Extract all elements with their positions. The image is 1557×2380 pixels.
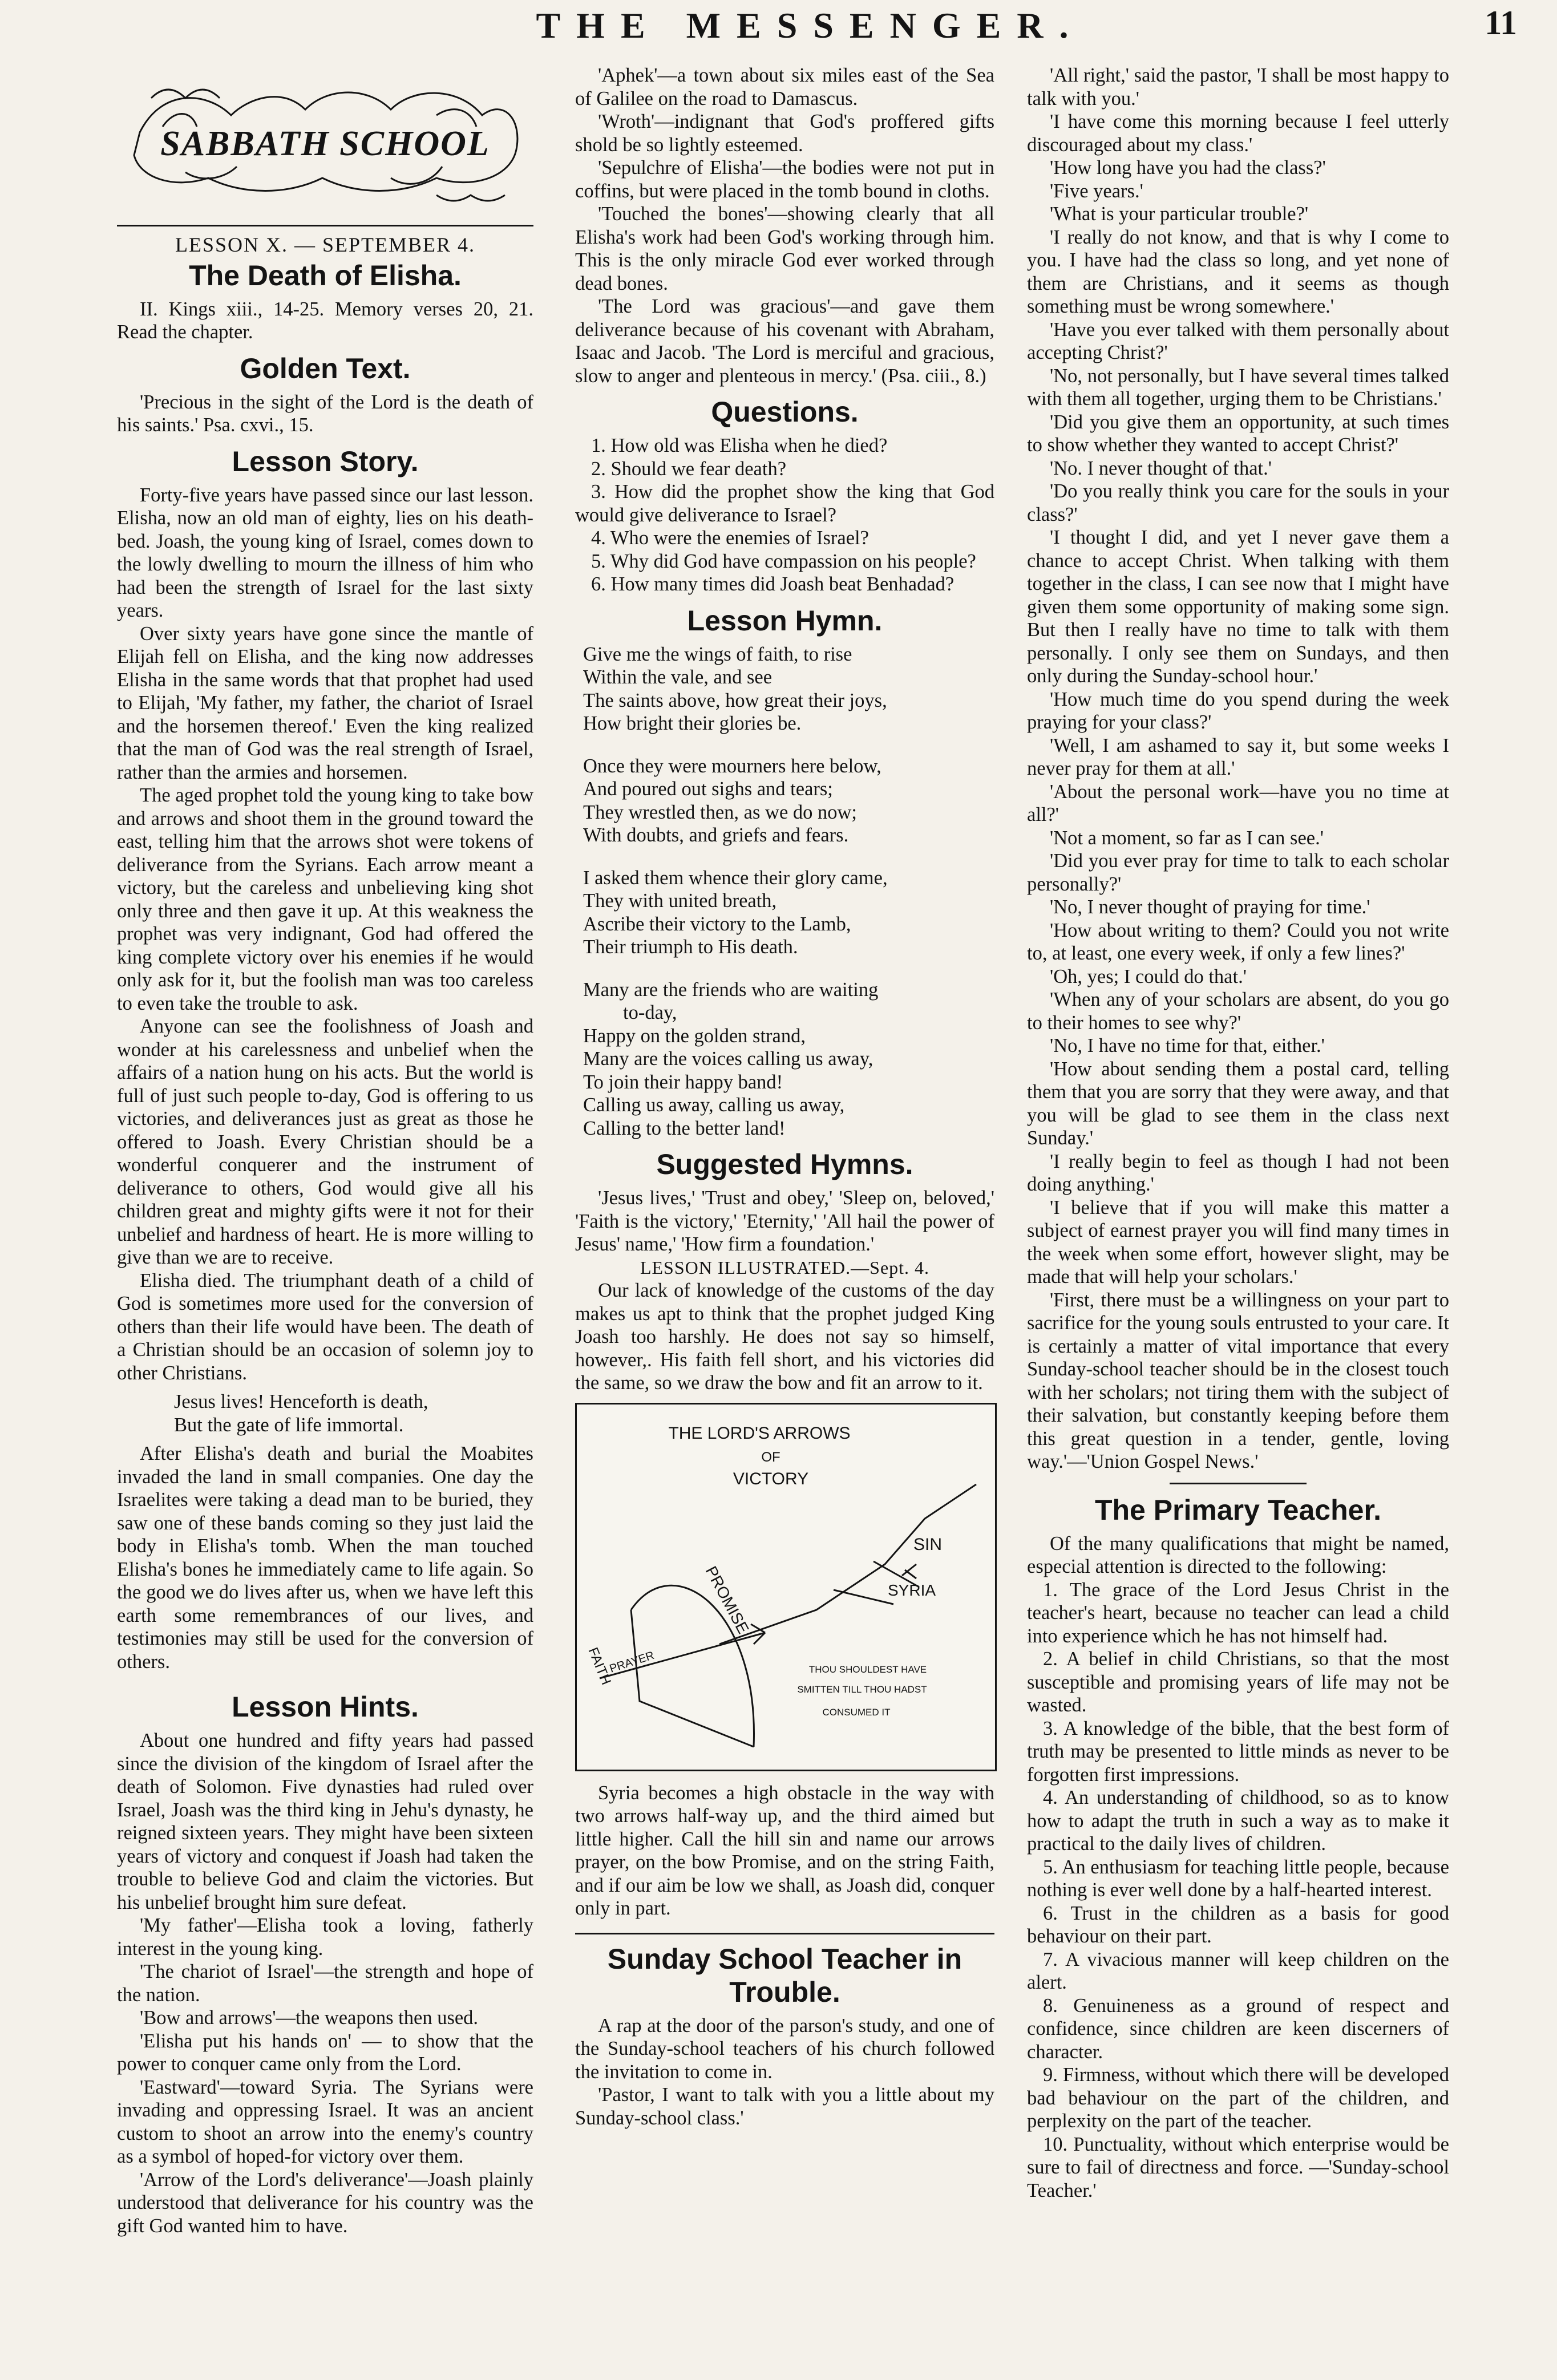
hymn-line: They wrestled then, as we do now;: [583, 801, 858, 823]
illustrated-paragraph: Syria becomes a high obstacle in the way with two arrows half-way up, and the third aimed but little higher. Call the hill sin and name our arrows prayer, on the bow Promise, and on the string Faith, and if our aim be low we shall, as Joash did, conquer only in part.: [575, 1782, 994, 1919]
primary-intro: Of the many qualifications that might be named, especial attention is directed to the following:: [1027, 1532, 1449, 1577]
trouble-paragraph: 'I really do not know, and that is why I come to you. I have had the class so long, and yet none of them are Christians, and it seems as though something must be wrong somewhere.': [1027, 226, 1449, 317]
question-item: 6. How many times did Joash beat Benhadad?: [591, 573, 955, 595]
trouble-paragraph: 'Five years.': [1050, 180, 1143, 202]
story-paragraph: Anyone can see the foolishness of Joash and wonder at his carelessness and unbelief when the affairs of a nation hung on his acts. But the world is full of just such people to-day, God is offering to us victories, and deliverances just as great as those he offered to Joash. Every Christian should be a wonderful conquerer and the instrument of deliverance to others, God would give all his children great and mighty gifts were it not for their unbelief and hardness of heart. He is more willing to give than we are to receive.: [117, 1015, 533, 1268]
primary-item: 2. A belief in child Christians, so that the most susceptible and promising years of life may not be wasted.: [1027, 1648, 1449, 1716]
hint-paragraph: 'Elisha put his hands on' — to show that the power to conquer came only from the Lord.: [117, 2030, 533, 2075]
trouble-paragraph: 'I believe that if you will make this matter a subject of earnest prayer you will find many times in the week when some effort, however slight, may be made that will help your scholars.': [1027, 1196, 1449, 1288]
hymn-line: to-day,: [623, 1002, 677, 1023]
sketch-marker: [902, 1564, 916, 1578]
trouble-paragraph: A rap at the door of the parson's study, and one of the Sunday-school teachers of his church followed the invitation to come in.: [575, 2014, 994, 2083]
story-paragraph: After Elisha's death and burial the Moabites invaded the land in small companies. One day the Israelites were taking a dead man to be buried, they saw one of these bands coming so they just laid the body in Elisha's tomb. When the man touched Elisha's bones he immediately came to life again. So the good we do lives after us, when we have left this earth some remembrances of our lives, and testimonies may still be used for the conversion of others.: [117, 1443, 533, 1673]
illustrated-paragraph: Our lack of knowledge of the customs of the day makes us apt to think that the prophet judged King Joash too harshly. He does not say so himself, however,. His faith fell short, and his victories did the same, so we draw the bow and fit an arrow to it.: [575, 1280, 994, 1394]
sketch-title-3: VICTORY: [733, 1469, 809, 1488]
column-1: [117, 64, 533, 2237]
hint-paragraph: 'Aphek'—a town about six miles east of the Sea of Galilee on the road to Damascus.: [575, 64, 994, 110]
question-item: 2. Should we fear death?: [591, 458, 787, 480]
trouble-paragraph: 'Oh, yes; I could do that.': [1050, 965, 1247, 987]
lesson-number: LESSON X. — SEPTEMBER 4.: [175, 233, 476, 256]
hint-paragraph: 'Bow and arrows'—the weapons then used.: [140, 2007, 479, 2029]
trouble-paragraph: 'Did you ever pray for time to talk to each scholar personally?': [1027, 850, 1449, 895]
hint-paragraph: 'Eastward'—toward Syria. The Syrians were invading and oppressing Israel. It was an ancient custom to shoot an arrow into the enemy's country as a symbol of hoped-for victory over them.: [117, 2076, 533, 2167]
newspaper-title: THE MESSENGER.: [536, 5, 1085, 46]
story-paragraph: Forty-five years have passed since our last lesson. Elisha, now an old man of eighty, lies on his death-bed. Joash, the young king of Israel, comes down to the lowly dwelling to mourn the illness of him who had been the strength of Israel for the last sixty years.: [117, 484, 533, 621]
page-number: 11: [1485, 4, 1517, 42]
trouble-paragraph: 'I thought I did, and yet I never gave them a chance to accept Christ. When talking with them together in the class, I can see now that I might have given them some opportunity of making some sign. But then I really have no time to talk with them personally. I only see them on Sundays, and then only during the Sunday-school hour.': [1027, 527, 1449, 687]
primary-item: 1. The grace of the Lord Jesus Christ in the teacher's heart, because no teacher can lead a child into experience which he has not himself had.: [1027, 1578, 1449, 1647]
hymn-line: They with united breath,: [583, 890, 777, 912]
hint-paragraph: 'Touched the bones'—showing clearly that all Elisha's work had been God's working through him. This is the only miracle God ever worked through dead bones.: [575, 203, 994, 294]
trouble-paragraph: 'First, there must be a willingness on your part to sacrifice for the young souls entrusted to your care. It is certainly a matter of vital importance that every Sunday-school teacher should be in the closest touch with her scholars; not tiring them with the subject of their salvation, but constantly keeping before them this great question in a tender, gentle, loving way.'—'Union Gospel News.': [1027, 1289, 1449, 1472]
primary-item: 9. Firmness, without which there will be developed bad behaviour on the part of the children, and perplexity on the part of the teacher.: [1027, 2064, 1449, 2132]
golden-text-heading: Golden Text.: [240, 352, 411, 384]
trouble-paragraph: 'How long have you had the class?': [1050, 157, 1326, 179]
hymn-stanza: [583, 643, 994, 735]
trouble-paragraph: 'How much time do you spend during the week praying for your class?': [1027, 688, 1449, 733]
section-rule: [575, 1933, 994, 1934]
hint-paragraph: 'My father'—Elisha took a loving, fatherly interest in the young king.: [117, 1914, 533, 1960]
sketch-caption-1: THOU SHOULDEST HAVE: [808, 1663, 927, 1675]
banner-rule: [117, 225, 533, 226]
hymn-line: Once they were mourners here below,: [583, 755, 881, 777]
hint-paragraph: 'Wroth'—indignant that God's proffered gifts shold be so lightly esteemed.: [575, 111, 994, 156]
trouble-paragraph: 'About the personal work—have you no time at all?': [1027, 780, 1449, 825]
hymn-line: Many are the friends who are waiting: [583, 978, 879, 1001]
trouble-paragraph: 'Not a moment, so far as I can see.': [1050, 827, 1324, 849]
primary-item: 4. An understanding of childhood, so as to know how to adapt the truth in such a way as to make it practical to the daily lives of children.: [1027, 1787, 1449, 1855]
trouble-paragraph: 'How about writing to them? Could you not write to, at least, one every week, if only a few lines?': [1027, 919, 1449, 964]
story-paragraph: Elisha died. The triumphant death of a child of God is sometimes more used for the conversion of others than their life would have been. The death of a Christian should be an occasion of solemn joy to other Christians.: [117, 1269, 533, 1384]
lesson-hymn-heading: Lesson Hymn.: [687, 604, 883, 637]
sketch-title-1: THE LORD'S ARROWS: [668, 1423, 851, 1443]
sketch-label-sin: SIN: [913, 1535, 943, 1554]
trouble-heading: Sunday School Teacher in Trouble.: [607, 1942, 962, 2008]
trouble-paragraph: 'Well, I am ashamed to say it, but some weeks I never pray for them at all.': [1027, 734, 1449, 779]
hymn-stanza: [583, 755, 994, 847]
hymn-stanza: [583, 978, 994, 1140]
hymn-line: With doubts, and griefs and fears.: [583, 824, 849, 846]
sketch-hill-line: [719, 1484, 976, 1644]
hint-paragraph: 'The chariot of Israel'—the strength and hope of the nation.: [117, 1961, 533, 2006]
trouble-paragraph: 'Do you really think you care for the souls in your class?': [1027, 480, 1449, 525]
lesson-hints-heading: Lesson Hints.: [232, 1691, 419, 1723]
trouble-paragraph: 'Have you ever talked with them personally about accepting Christ?': [1027, 318, 1449, 363]
primary-item: 8. Genuineness as a ground of respect and confidence, since children are keen discerners of character.: [1027, 1994, 1449, 2063]
sabbath-school-banner: [117, 64, 533, 218]
lesson-story-heading: Lesson Story.: [232, 445, 419, 477]
verse-line: Jesus lives! Henceforth is death,: [174, 1391, 428, 1412]
question-item: 1. How old was Elisha when he died?: [591, 435, 888, 456]
banner-text: SABBATH SCHOOL: [160, 124, 490, 163]
question-item: 4. Who were the enemies of Israel?: [591, 527, 869, 549]
trouble-paragraph: 'How about sending them a postal card, telling them that you are sorry that they were away, and that you will be glad to see them in the class next Sunday.': [1027, 1058, 1449, 1149]
story-paragraph: Over sixty years have gone since the mantle of Elijah fell on Elisha, and the king now addresses Elisha in the same words that that prophet had used to Elijah, 'My father, my father, the chariot of Israel and the horsemen thereof.' Even the king realized that the man of God was the real strength of Israel, rather than the armies and horsemen.: [117, 622, 533, 783]
section-rule: [1170, 1483, 1307, 1484]
trouble-paragraph: 'When any of your scholars are absent, do you go to their homes to see why?': [1027, 989, 1449, 1034]
sketch-drawing: [577, 1404, 995, 1770]
hymn-line: How bright their glories be.: [583, 713, 802, 734]
suggested-hymns: 'Jesus lives,' 'Trust and obey,' 'Sleep on, beloved,' 'Faith is the victory,' 'Eternity,' 'All hail the power of Jesus' name,' 'How firm a foundation.': [575, 1187, 994, 1255]
lesson-illustrated-line: LESSON ILLUSTRATED.—Sept. 4.: [640, 1257, 930, 1278]
sketch-label-faith: FAITH: [585, 1645, 614, 1687]
lords-arrows-sketch: [575, 1403, 997, 1771]
hymn-line: Ascribe their victory to the Lamb,: [583, 913, 851, 935]
hint-paragraph: 'The Lord was gracious'—and gave them deliverance because of his covenant with Abraham, Isaac and Jacob. 'The Lord is merciful and gracious, slow to anger and plenteous in mercy.' (Psa. ciii., 8.): [575, 296, 994, 387]
trouble-paragraph: 'Pastor, I want to talk with you a little about my Sunday-school class.': [575, 2084, 994, 2129]
primary-item: 10. Punctuality, without which enterprise would be sure to fail of directness and force. —'Sunday-school Teacher.': [1027, 2133, 1449, 2201]
sketch-label-promise: PROMISE: [702, 1563, 753, 1637]
lesson-title: The Death of Elisha.: [189, 259, 462, 292]
hymn-line: The saints above, how great their joys,: [583, 689, 887, 711]
masthead: [0, 0, 1557, 63]
hymn: [583, 643, 994, 1140]
trouble-paragraph: 'What is your particular trouble?': [1050, 203, 1309, 225]
trouble-paragraph: 'Did you give them an opportunity, at such times to show whether they wanted to accept Christ?': [1027, 411, 1449, 456]
trouble-paragraph: 'No, I never thought of praying for time.': [1050, 896, 1370, 918]
sketch-caption-2: SMITTEN TILL THOU HADST: [797, 1683, 927, 1695]
story-paragraph: The aged prophet told the young king to take bow and arrows and shoot them in the ground toward the east, telling him that the arrows shot were tokens of deliverance from the Syrians. Each arrow meant a victory, but the careless and unbelieving king shot only three and then gave it up. At this weakness the prophet was very indignant, God had offered the king complete victory over his enemies if he would only ask for it, but the foolish man was too careless to even take the trouble to ask.: [117, 784, 533, 1014]
golden-text: 'Precious in the sight of the Lord is the death of his saints.' Psa. cxvi., 15.: [117, 391, 533, 436]
primary-item: 6. Trust in the children as a basis for good behaviour on their part.: [1027, 1902, 1449, 1947]
question-item: 3. How did the prophet show the king that God would give deliverance to Israel?: [575, 481, 994, 526]
sketch-arrow-small-2: [834, 1590, 893, 1604]
hymn-line: Their triumph to His death.: [583, 936, 798, 958]
primary-teacher-heading: The Primary Teacher.: [1094, 1493, 1382, 1526]
trouble-paragraph: 'I have come this morning because I feel utterly discouraged about my class.': [1027, 111, 1449, 156]
hymn-stanza: [583, 867, 994, 959]
sketch-label-prayer: PRAYER: [608, 1649, 656, 1675]
column-3: [1027, 64, 1449, 2202]
hymn-line: Within the vale, and see: [583, 666, 773, 688]
primary-item: 7. A vivacious manner will keep children on the alert.: [1027, 1948, 1449, 1993]
hymn-line: I asked them whence their glory came,: [583, 867, 888, 889]
trouble-paragraph: 'I really begin to feel as though I had not been doing anything.': [1027, 1150, 1449, 1195]
sketch-arrow: [600, 1633, 765, 1678]
trouble-paragraph: 'No, not personally, but I have several times talked with them all together, urging them to be Christians.': [1027, 365, 1449, 410]
hymn-line: To join their happy band!: [583, 1071, 783, 1093]
trouble-paragraph: 'No. I never thought of that.': [1050, 457, 1272, 479]
verse-line: But the gate of life immortal.: [174, 1414, 404, 1436]
hymn-line: Calling to the better land!: [583, 1117, 786, 1139]
column-2: [575, 64, 994, 2130]
suggested-hymns-heading: Suggested Hymns.: [656, 1148, 913, 1180]
trouble-paragraph: 'No, I have no time for that, either.': [1050, 1035, 1325, 1057]
primary-item: 5. An enthusiasm for teaching little people, because nothing is ever well done by a half-hearted interest.: [1027, 1856, 1449, 1901]
lesson-reference: II. Kings xiii., 14-25. Memory verses 20, 21. Read the chapter.: [117, 298, 533, 343]
hint-paragraph: 'Sepulchre of Elisha'—the bodies were not put in coffins, but were placed in the tomb bound in cloths.: [575, 157, 994, 202]
hymn-line: And poured out sighs and tears;: [583, 778, 833, 800]
trouble-paragraph: 'All right,' said the pastor, 'I shall be most happy to talk with you.': [1027, 64, 1449, 110]
hymn-line: Happy on the golden strand,: [583, 1025, 806, 1047]
questions-heading: Questions.: [711, 396, 859, 428]
question-item: 5. Why did God have compassion on his people?: [591, 550, 976, 572]
sketch-label-syria: SYRIA: [888, 1581, 936, 1599]
primary-item: 3. A knowledge of the bible, that the best form of truth may be presented to little minds as never to be forgotten first impressions.: [1027, 1717, 1449, 1786]
story-verse: [174, 1390, 533, 1436]
hymn-line: Many are the voices calling us away,: [583, 1048, 873, 1070]
sketch-caption-3: CONSUMED IT: [822, 1706, 891, 1718]
hint-paragraph: About one hundred and fifty years had passed since the division of the kingdom of Israel after the death of Solomon. Five dynasties had ruled over Israel, Joash was the third king in Jehu's dynasty, he reigned sixteen years. They might have been sixteen years of victory and conquest if Joash had taken the trouble to believe God and claim the victories. But his unbelief brought him sure defeat.: [117, 1730, 533, 1913]
sketch-title-2: OF: [761, 1449, 780, 1465]
hymn-line: Calling us away, calling us away,: [583, 1094, 845, 1116]
hint-paragraph: 'Arrow of the Lord's deliverance'—Joash plainly understood that deliverance for his country was the gift God wanted him to have.: [117, 2168, 533, 2237]
hymn-line: Give me the wings of faith, to rise: [583, 643, 852, 665]
